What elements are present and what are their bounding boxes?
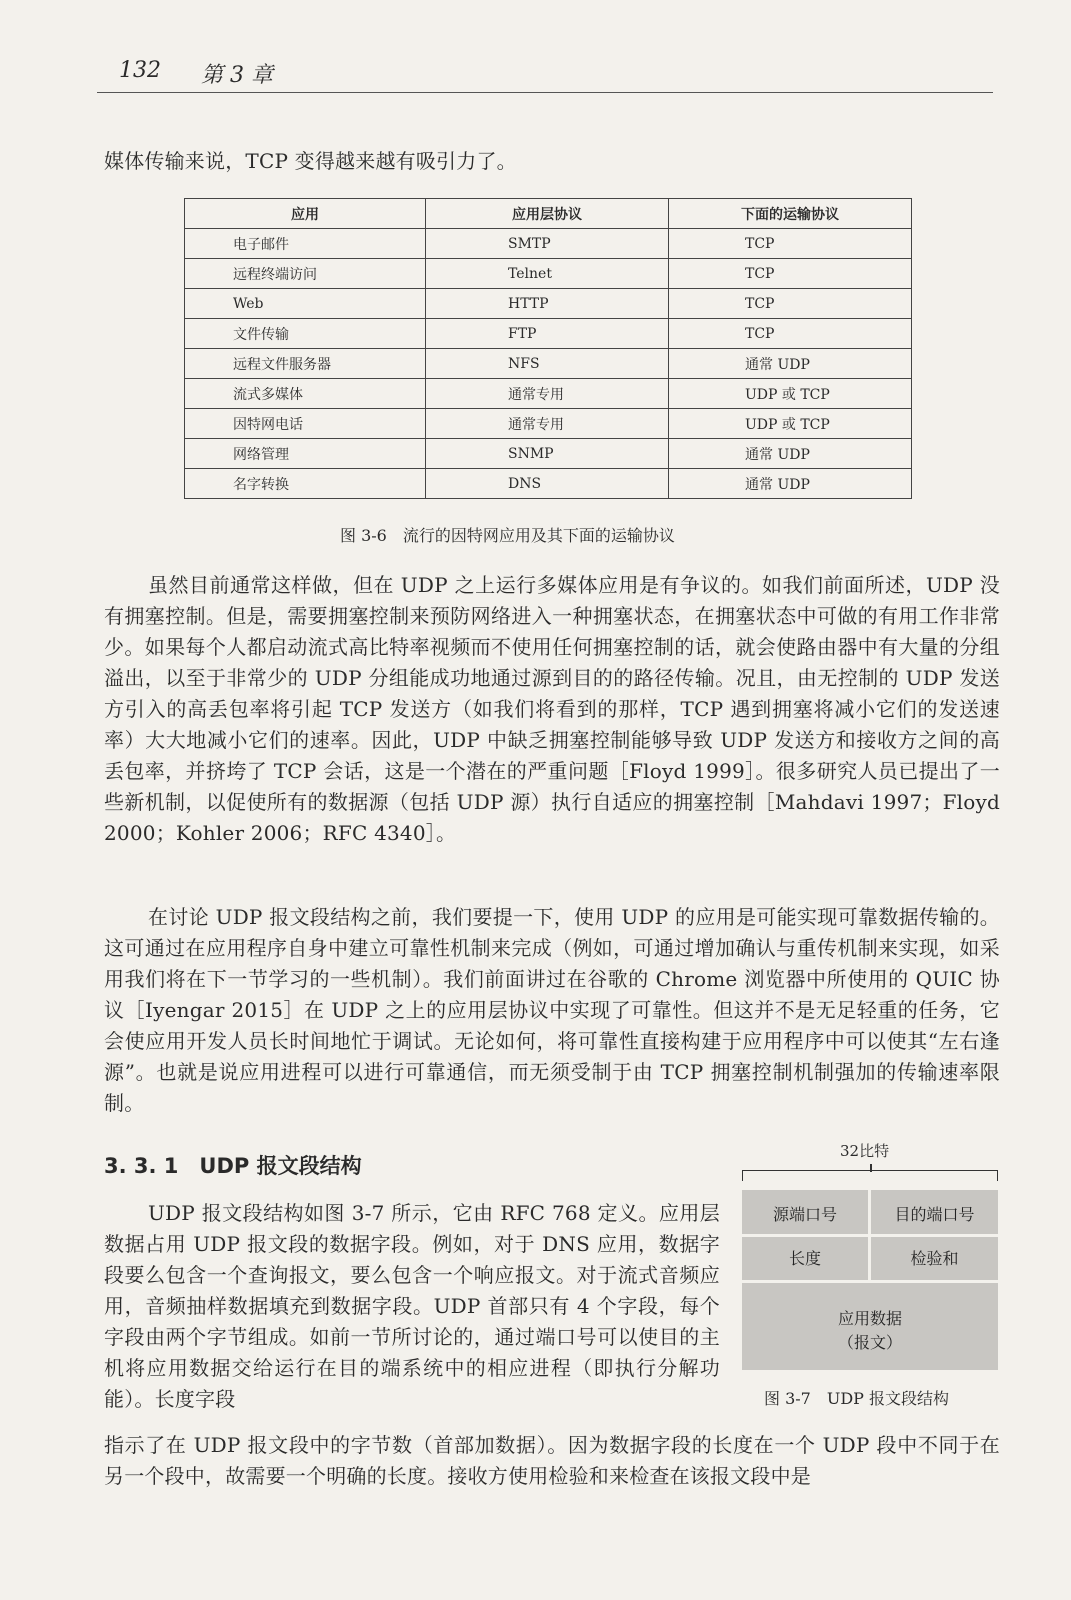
page-header <box>97 58 993 93</box>
table-row <box>185 349 912 379</box>
length-field: 长度 <box>788 1249 821 1268</box>
lead-text: 媒体传输来说，TCP 变得越来越有吸引力了。 <box>104 149 517 173</box>
segment-grid <box>742 1190 998 1370</box>
table-cell: 通常 UDP <box>669 439 912 469</box>
data-field-line-1: 应用数据 <box>837 1309 902 1328</box>
table-row <box>185 379 912 409</box>
table-row <box>185 469 912 499</box>
column-header-app-protocol: 应用层协议 <box>426 199 669 229</box>
table-cell: TCP <box>669 259 912 289</box>
table-cell: 通常专用 <box>426 409 669 439</box>
protocol-table <box>184 198 912 499</box>
table-header-row <box>185 199 912 229</box>
body-paragraph-3: UDP 报文段结构如图 3-7 所示，它由 RFC 768 定义。应用层数据占用 UDP 报文段的数据字段。例如，对于 DNS 应用，数据字段要么包含一个查询报文，要么包含一个响应报文。对于流式音频应用，音频抽样数据填充到数据字段。UDP 首部只有 4 个字段，每个字段由两个字节组成。如前一节所讨论的，通过端口号可以使目的主机将应用数据交给运行在目的端系统中的相应进程（即执行分解功能）。长度字段 <box>104 1201 720 1411</box>
table-row <box>185 439 912 469</box>
field-divider <box>742 1234 998 1237</box>
chapter-label: 第 3 章 <box>201 63 273 88</box>
dest-port-field: 目的端口号 <box>894 1205 975 1224</box>
table-cell: SMTP <box>426 229 669 259</box>
bits-width-label: 32比特 <box>840 1142 890 1160</box>
body-paragraph-2: 在讨论 UDP 报文段结构之前，我们要提一下，使用 UDP 的应用是可能实现可靠数据传输的。这可通过在应用程序自身中建立可靠性机制来完成（例如，可通过增加确认与重传机制来实现，如采用我们将在下一节学习的一些机制）。我们前面讲过在谷歌的 Chrome 浏览器中所使用的 QUIC 协议［Iyengar 2015］在 UDP 之上的应用层协议中实现了可靠性。但这并不是无足轻重的任务，它会使应用开发人员长时间地忙于调试。无论如何，将可靠性直接构建于应用程序中可以使其“左右逢源”。也就是说应用进程可以进行可靠通信，而无须受制于由 TCP 拥塞控制机制强加的传输速率限制。 <box>104 905 1000 1115</box>
table-cell: HTTP <box>426 289 669 319</box>
figure-3-7-caption: 图 3-7 UDP 报文段结构 <box>764 1389 950 1408</box>
table-cell: SNMP <box>426 439 669 469</box>
table-cell: NFS <box>426 349 669 379</box>
udp-segment-figure <box>742 1140 998 1430</box>
column-header-application: 应用 <box>185 199 426 229</box>
table-cell: 通常 UDP <box>669 469 912 499</box>
table-cell: 文件传输 <box>185 319 426 349</box>
table-cell: 网络管理 <box>185 439 426 469</box>
table-row <box>185 409 912 439</box>
field-divider <box>742 1280 998 1283</box>
table-cell: TCP <box>669 319 912 349</box>
table-row <box>185 229 912 259</box>
table-cell: 通常专用 <box>426 379 669 409</box>
body-paragraph-1: 虽然目前通常这样做，但在 UDP 之上运行多媒体应用是有争议的。如我们前面所述，UDP 没有拥塞控制。但是，需要拥塞控制来预防网络进入一种拥塞状态，在拥塞状态中可做的有用工作非常少。如果每个人都启动流式高比特率视频而不使用任何拥塞控制的话，就会使路由器中有大量的分组溢出，以至于非常少的 UDP 分组能成功地通过源到目的的路径传输。况且，由无控制的 UDP 发送方引入的高丢包率将引起 TCP 发送方（如我们将看到的那样，TCP 遇到拥塞将减小它们的发送速率）大大地减小它们的速率。因此，UDP 中缺乏拥塞控制能够导致 UDP 发送方和接收方之间的高丢包率，并挤垮了 TCP 会话，这是一个潜在的严重问题［Floyd 1999］。很多研究人员已提出了一些新机制，以促使所有的数据源（包括 UDP 源）执行自适应的拥塞控制［Mahdavi 1997；Floyd 2000；Kohler 2006；RFC 4340］。 <box>104 573 1000 845</box>
data-field-line-2: （报文） <box>837 1333 902 1352</box>
checksum-field: 检验和 <box>910 1249 959 1268</box>
table-cell: UDP 或 TCP <box>669 379 912 409</box>
section-heading: 3. 3. 1 UDP 报文段结构 <box>104 1154 362 1178</box>
table-cell: Telnet <box>426 259 669 289</box>
figure-3-6-caption: 图 3-6 流行的因特网应用及其下面的运输协议 <box>340 526 675 545</box>
body-paragraph-4: 指示了在 UDP 报文段中的字节数（首部加数据）。因为数据字段的长度在一个 UDP 段中不同于在另一个段中，故需要一个明确的长度。接收方使用检验和来检查在该报文段中是 <box>104 1433 1000 1488</box>
table-row <box>185 319 912 349</box>
table-cell: 因特网电话 <box>185 409 426 439</box>
column-header-transport-protocol: 下面的运输协议 <box>669 199 912 229</box>
table-cell: DNS <box>426 469 669 499</box>
table-cell: TCP <box>669 289 912 319</box>
table-cell: 远程终端访问 <box>185 259 426 289</box>
table-cell: 流式多媒体 <box>185 379 426 409</box>
width-bracket <box>742 1170 998 1181</box>
table-row <box>185 289 912 319</box>
table-cell: FTP <box>426 319 669 349</box>
table-cell: Web <box>185 289 426 319</box>
source-port-field: 源端口号 <box>772 1205 837 1224</box>
table-cell: TCP <box>669 229 912 259</box>
table-cell: 电子邮件 <box>185 229 426 259</box>
table-cell: UDP 或 TCP <box>669 409 912 439</box>
table-row <box>185 259 912 289</box>
table-cell: 名字转换 <box>185 469 426 499</box>
table-cell: 通常 UDP <box>669 349 912 379</box>
table-cell: 远程文件服务器 <box>185 349 426 379</box>
page-number: 132 <box>119 58 161 83</box>
